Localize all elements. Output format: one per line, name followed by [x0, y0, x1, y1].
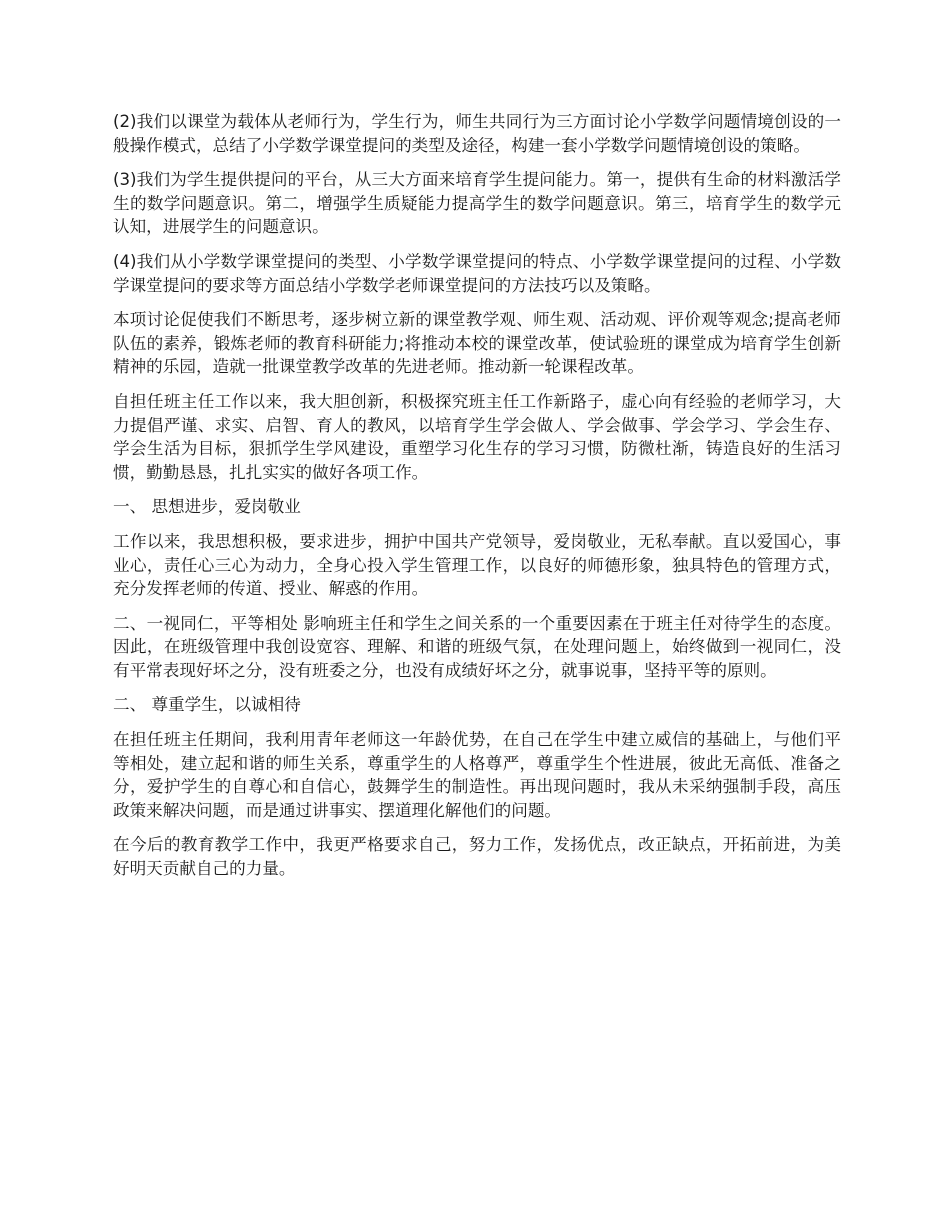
paragraph-item-2: (2)我们以课堂为载体从老师行为，学生行为，师生共同行为三方面讨论小学数学问题情境创设的一般操作模式，总结了小学数学课堂提问的类型及途径，构建一套小学数学问题情境创设的策略。 [113, 112, 841, 155]
paragraph-item-4: (4)我们从小学数学课堂提问的类型、小学数学课堂提问的特点、小学数学课堂提问的过程、小学数学课堂提问的要求等方面总结小学数学老师课堂提问的方法技巧以及策略。 [113, 251, 841, 295]
paragraph-equal-treatment: 二、一视同仁，平等相处 影响班主任和学生之间关系的一个重要因素在于班主任对待学生的态度。因此，在班级管理中我创设宽容、理解、和谐的班级气氛，在处理问题上，始终做到一视同仁，没有平常表现好坏之分，没有班委之分，也没有成绩好坏之分，就事说事，坚持平等的原则。 [113, 613, 841, 680]
paragraph-class-teacher-intro: 自担任班主任工作以来，我大胆创新，积极探究班主任工作新路子，虚心向有经验的老师学习，大力提倡严谨、求实、启智、育人的教风，以培育学生学会做人、学会做事、学会学习、学会生存、学会生活为目标，狠抓学生学风建设，重塑学习化生存的学习习惯，防微杜渐，铸造良好的生活习惯，勤勤恳恳，扎扎实实的做好各项工作。 [113, 391, 841, 482]
paragraph-dedication: 工作以来，我思想积极，要求进步，拥护中国共产党领导，爱岗敬业，无私奉献。直以爱国心，事业心，责任心三心为动力，全身心投入学生管理工作，以良好的师德形象，独具特色的管理方式，充分发挥老师的传道、授业、解惑的作用。 [113, 531, 841, 599]
paragraph-item-3: (3)我们为学生提供提问的平台，从三大方面来培育学生提问能力。第一，提供有生命的材料激活学生的数学问题意识。第二，增强学生质疑能力提高学生的数学问题意识。第三，培育学生的数学元认知，进展学生的问题意识。 [113, 170, 841, 237]
section-heading-1: 一、 思想进步，爱岗敬业 [113, 497, 301, 517]
section-heading-2: 二、 尊重学生，以诚相待 [113, 695, 301, 715]
paragraph-respect-students: 在担任班主任期间，我利用青年老师这一年龄优势，在自己在学生中建立威信的基础上，与他们平等相处，建立起和谐的师生关系，尊重学生的人格尊严，尊重学生个性进展，彼此无高低、准备之分，爱护学生的自尊心和自信心，鼓舞学生的制造性。再出现问题时，我从未采纳强制手段，高压政策来解决问题，而是通过讲事实、摆道理化解他们的问题。 [113, 730, 841, 820]
paragraph-research-impact: 本项讨论促使我们不断思考，逐步树立新的课堂教学观、师生观、活动观、评价观等观念;提高老师队伍的素养，锻炼老师的教育科研能力;将推动本校的课堂改革，使试验班的课堂成为培育学生创新精神的乐园，造就一批课堂教学改革的先进老师。推动新一轮课程改革。 [113, 310, 841, 377]
paragraph-future: 在今后的教育教学工作中，我更严格要求自己，努力工作，发扬优点，改正缺点，开拓前进，为美好明天贡献自己的力量。 [113, 835, 841, 879]
document-body [113, 110, 841, 892]
